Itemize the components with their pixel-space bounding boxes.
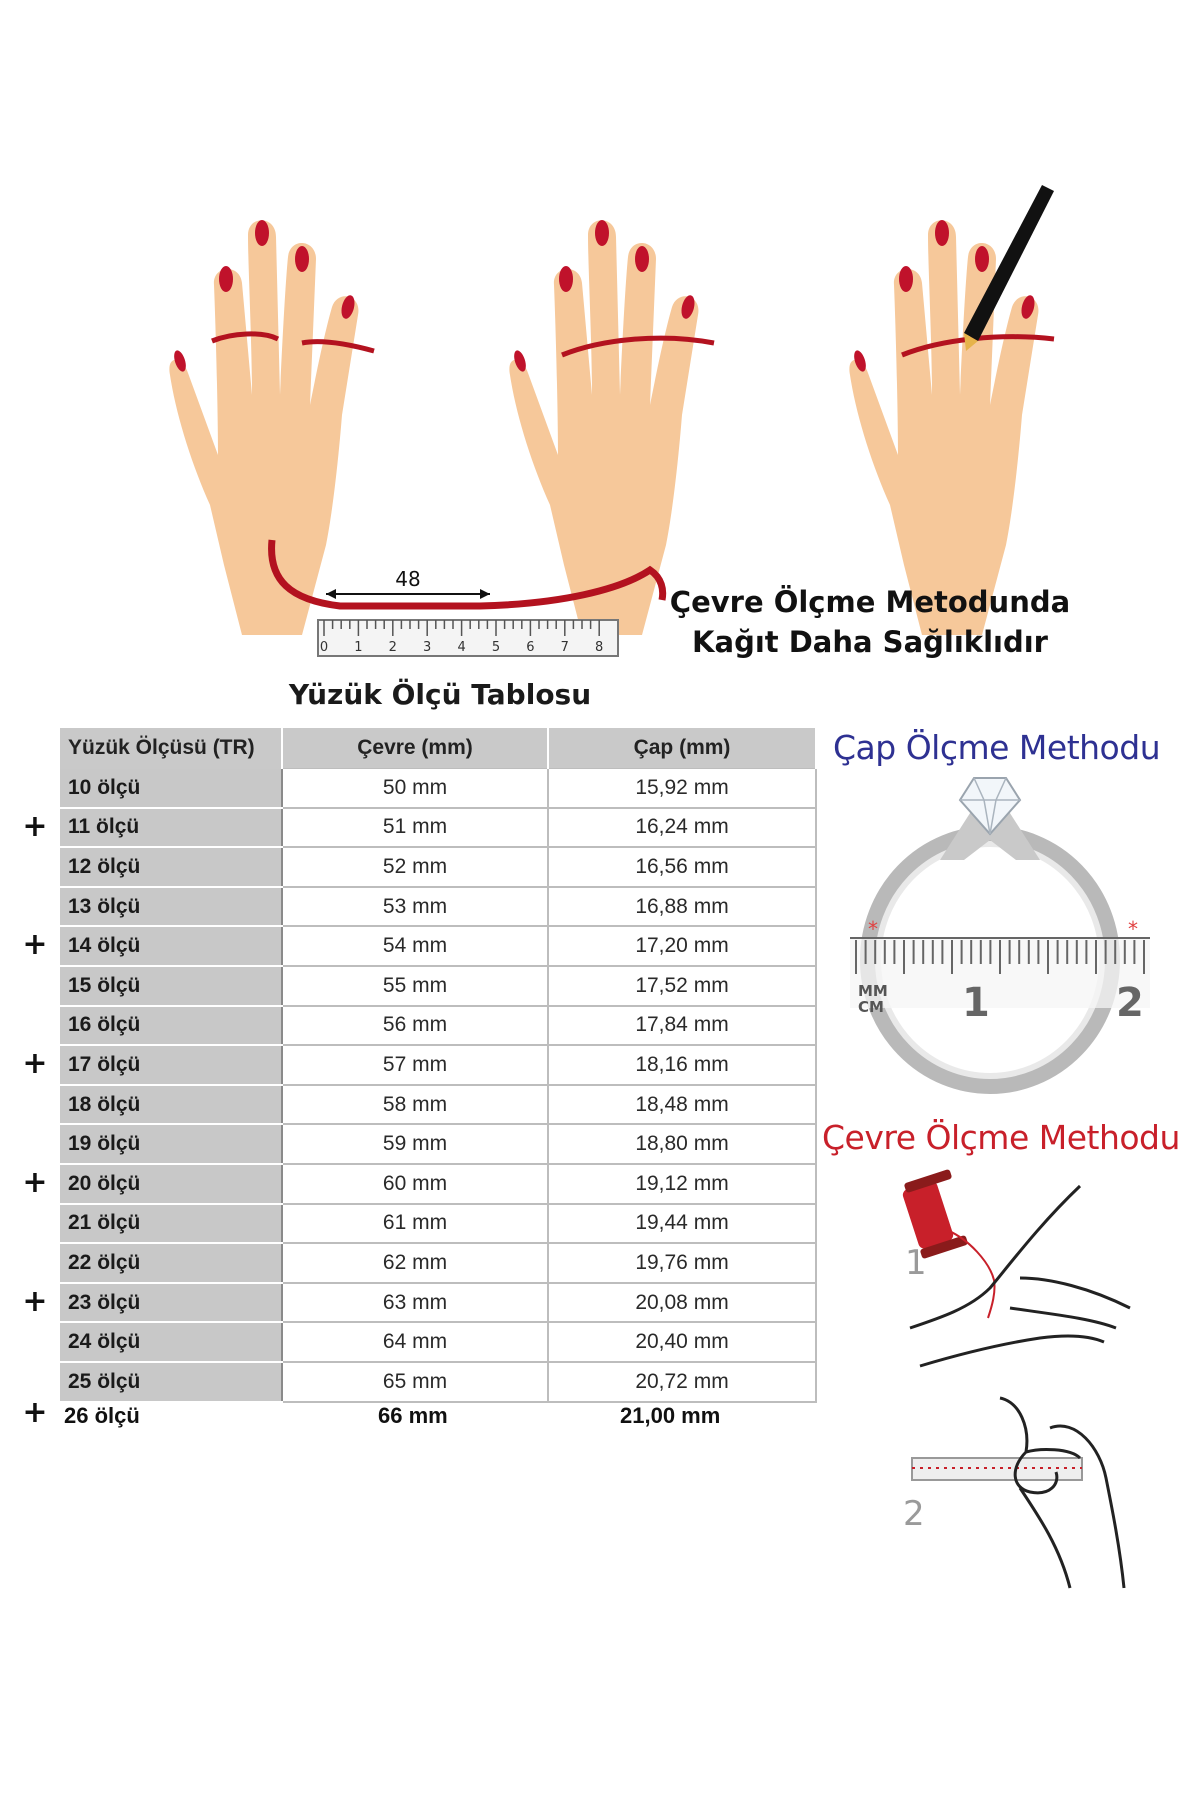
table-header-row	[60, 728, 816, 769]
cevre-cell: 53 mm	[282, 887, 548, 927]
table-row	[60, 887, 816, 927]
cap-cell: 15,92 mm	[548, 769, 816, 808]
table-row	[60, 808, 816, 848]
last-row-cevre: 66 mm	[378, 1403, 448, 1428]
svg-text:*: *	[868, 917, 878, 941]
cap-cell: 19,76 mm	[548, 1243, 816, 1283]
size-cell: 25 ölçü	[60, 1362, 282, 1402]
cap-cell: 20,08 mm	[548, 1283, 816, 1323]
ruler-tick-label: 5	[491, 640, 501, 655]
cevre-cell: 51 mm	[282, 808, 548, 848]
size-cell: 12 ölçü	[60, 847, 282, 887]
hands-measuring-illustration	[0, 0, 1200, 680]
ruler-tick-label: 2	[388, 640, 397, 655]
cevre-cell: 63 mm	[282, 1283, 548, 1323]
cevre-cell: 58 mm	[282, 1085, 548, 1125]
table-row	[60, 1164, 816, 1204]
table-row	[60, 1124, 816, 1164]
cevre-cell: 57 mm	[282, 1045, 548, 1085]
thread-ruler-illustration	[900, 1388, 1140, 1598]
svg-text:*: *	[1128, 917, 1138, 941]
ring-diameter-illustration	[820, 770, 1160, 1100]
cevre-cell: 62 mm	[282, 1243, 548, 1283]
ruler	[318, 620, 618, 656]
hand-step-2	[509, 220, 714, 635]
ruler-tick-label: 6	[526, 640, 535, 655]
paper-note-line-2: Kağıt Daha Sağlıklıdır	[692, 625, 1048, 659]
cevre-cell: 65 mm	[282, 1362, 548, 1402]
ruler-tick-label: 1	[354, 640, 363, 655]
plus-marker: +	[22, 1395, 48, 1430]
table-row	[60, 1006, 816, 1046]
size-cell: 23 ölçü	[60, 1283, 282, 1323]
size-cell: 18 ölçü	[60, 1085, 282, 1125]
table-row	[60, 769, 816, 808]
size-cell: 19 ölçü	[60, 1124, 282, 1164]
cap-method-title: Çap Ölçme Methodu	[833, 728, 1161, 767]
table-row	[60, 1045, 816, 1085]
cap-cell: 16,88 mm	[548, 887, 816, 927]
table-row-last	[60, 1395, 816, 1435]
table-row	[60, 1283, 816, 1323]
header-cevre: Çevre (mm)	[282, 728, 548, 769]
size-cell: 22 ölçü	[60, 1243, 282, 1283]
table-row	[60, 1322, 816, 1362]
cap-cell: 19,44 mm	[548, 1204, 816, 1244]
cap-cell: 19,12 mm	[548, 1164, 816, 1204]
size-cell: 21 ölçü	[60, 1204, 282, 1244]
table-row	[60, 926, 816, 966]
paper-note-line-1: Çevre Ölçme Metodunda	[669, 585, 1071, 619]
plus-marker: +	[22, 1046, 48, 1082]
last-row-cap: 21,00 mm	[620, 1403, 721, 1428]
size-cell: 10 ölçü	[60, 769, 282, 808]
ruler-mark-2: 2	[1116, 980, 1144, 1026]
cevre-cell: 64 mm	[282, 1322, 548, 1362]
cevre-method-title: Çevre Ölçme Methodu	[822, 1118, 1180, 1157]
size-cell: 15 ölçü	[60, 966, 282, 1006]
ring-ruler	[850, 938, 1150, 1008]
hand-step-3	[849, 185, 1054, 635]
plus-marker: +	[22, 1165, 48, 1200]
size-cell: 16 ölçü	[60, 1006, 282, 1046]
cap-cell: 18,16 mm	[548, 1045, 816, 1085]
measure-label: 48	[395, 567, 421, 591]
cap-cell: 17,84 mm	[548, 1006, 816, 1046]
ruler-unit-cm: CM	[858, 998, 884, 1016]
size-cell: 14 ölçü	[60, 926, 282, 966]
cap-cell: 18,80 mm	[548, 1124, 816, 1164]
cevre-cell: 55 mm	[282, 966, 548, 1006]
ruler-mark-1: 1	[962, 980, 990, 1026]
cap-cell: 16,24 mm	[548, 808, 816, 848]
size-cell: 13 ölçü	[60, 887, 282, 927]
step-number-1: 1	[905, 1243, 927, 1283]
hand-step-1	[169, 220, 374, 635]
cap-cell: 20,40 mm	[548, 1322, 816, 1362]
last-row-size: 26 ölçü	[64, 1403, 140, 1428]
cevre-cell: 56 mm	[282, 1006, 548, 1046]
cevre-cell: 52 mm	[282, 847, 548, 887]
plus-marker: +	[22, 927, 48, 963]
size-cell: 11 ölçü	[60, 808, 282, 848]
table-row	[60, 966, 816, 1006]
ruler-tick-label: 7	[560, 640, 569, 655]
cap-cell: 20,72 mm	[548, 1362, 816, 1402]
header-size: Yüzük Ölçüsü (TR)	[60, 728, 282, 769]
table-row	[60, 1204, 816, 1244]
cap-cell: 17,52 mm	[548, 966, 816, 1006]
ruler-unit-mm: MM	[858, 982, 888, 1000]
ruler-tick-label: 4	[457, 640, 466, 655]
size-cell: 17 ölçü	[60, 1045, 282, 1085]
table-title: Yüzük Ölçü Tablosu	[288, 678, 592, 711]
ruler-tick-label: 0	[319, 640, 329, 655]
cevre-cell: 50 mm	[282, 769, 548, 808]
cap-cell: 17,20 mm	[548, 926, 816, 966]
cevre-cell: 61 mm	[282, 1204, 548, 1244]
table-row	[60, 1243, 816, 1283]
table-row	[60, 1085, 816, 1125]
ruler-tick-label: 8	[595, 640, 604, 655]
size-cell: 20 ölçü	[60, 1164, 282, 1204]
cap-cell: 18,48 mm	[548, 1085, 816, 1125]
plus-marker: +	[22, 1283, 48, 1319]
cevre-cell: 54 mm	[282, 926, 548, 966]
size-cell: 24 ölçü	[60, 1322, 282, 1362]
step-number-2: 2	[903, 1494, 925, 1534]
ring-size-table	[60, 728, 817, 1403]
cevre-cell: 59 mm	[282, 1124, 548, 1164]
cap-cell: 16,56 mm	[548, 847, 816, 887]
table-row	[60, 847, 816, 887]
cevre-cell: 60 mm	[282, 1164, 548, 1204]
ruler-tick-label: 3	[423, 640, 432, 655]
header-cap: Çap (mm)	[548, 728, 816, 769]
plus-marker: +	[22, 808, 48, 844]
